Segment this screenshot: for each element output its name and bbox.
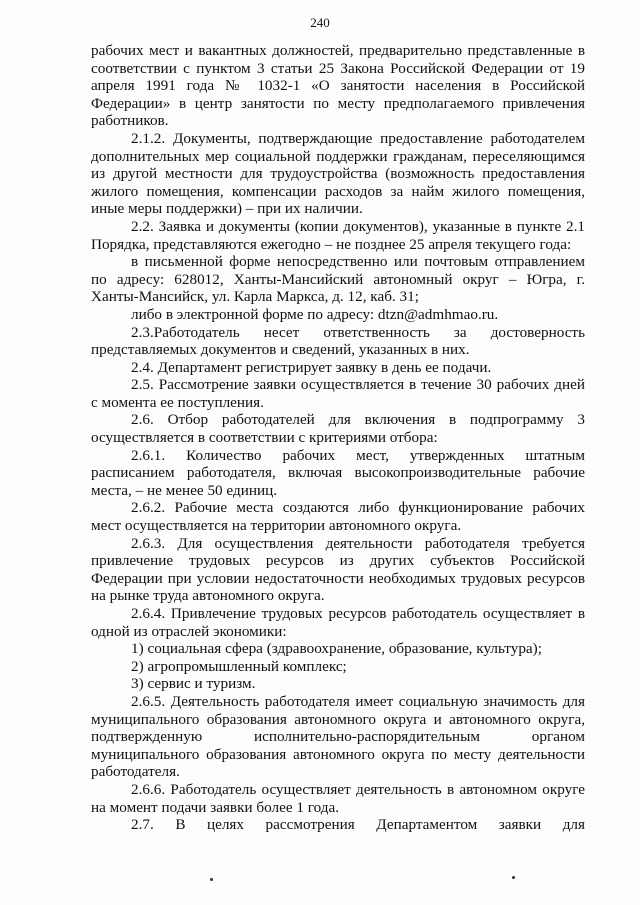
- scan-speck: [210, 878, 213, 881]
- paragraph-2-1-2: 2.1.2. Документы, подтверждающие предоставление работодателем дополнительных мер социальной поддержки гражданам, переселяющимся из другой местности для трудоустройства (возможность предоставления жилого помещения, компенсации расходов за найм жилого помещения, иные меры поддержки) – при их наличии.: [91, 129, 585, 218]
- list-item-1: 1) социальная сфера (здравоохранение, образование, культура);: [131, 640, 542, 658]
- paragraph-2-4: 2.4. Департамент регистрирует заявку в день ее подачи.: [131, 358, 492, 376]
- page-number: 240: [310, 15, 330, 30]
- paragraph-2-3: 2.3.Работодатель несет ответственность за достоверность представляемых документов и сведений, указанных в них.: [91, 323, 585, 359]
- document-body: [91, 42, 585, 834]
- list-item-2: 2) агропромышленный комплекс;: [131, 657, 347, 675]
- paragraph-2-6: 2.6. Отбор работодателей для включения в подпрограмму 3 осуществляется в соответствии с критериями отбора:: [91, 411, 585, 447]
- paragraph-2-6-1: 2.6.1. Количество рабочих мест, утвержденных штатным расписанием работодателя, включая высокопроизводительные рабочие места, – не менее 50 единиц.: [91, 446, 585, 499]
- paragraph-address-written: в письменной форме непосредственно или почтовым отправлением по адресу: 628012, Ханты-Мансийский автономный округ – Югра, г. Ханты-Мансийск, ул. Карла Маркса, д. 12, каб. 31;: [91, 253, 585, 306]
- paragraph-continuation: рабочих мест и вакантных должностей, предварительно представленные в соответствии с пунктом 3 статьи 25 Закона Российской Федерации от 19 апреля 1991 года № 1032-1 «О занятости населения в Российской Федерации» в центр занятости по месту предполагаемого привлечения работников.: [91, 42, 585, 130]
- paragraph-2-6-3: 2.6.3. Для осуществления деятельности работодателя требуется привлечение трудовых ресурсов из других субъектов Российской Федерации при условии недостаточности необходимых трудовых ресурсов на рынке труда автономного округа.: [91, 534, 585, 605]
- paragraph-2-7: 2.7. В целях рассмотрения Департаментом заявки для: [131, 816, 585, 834]
- paragraph-2-2: 2.2. Заявка и документы (копии документов), указанные в пункте 2.1 Порядка, представляются ежегодно – не позднее 25 апреля текущего года:: [91, 217, 585, 253]
- list-item-3: 3) сервис и туризм.: [131, 675, 256, 693]
- paragraph-address-electronic: либо в электронной форме по адресу: dtzn@admhmao.ru.: [131, 305, 499, 323]
- paragraph-2-5: 2.5. Рассмотрение заявки осуществляется в течение 30 рабочих дней с момента ее поступления.: [91, 376, 585, 411]
- paragraph-2-6-5: 2.6.5. Деятельность работодателя имеет социальную значимость для муниципального образования автономного округа и автономного округа, подтвержденную исполнительно-распорядительным органом муниципального образования автономного округа по месту деятельности работодателя.: [91, 692, 585, 781]
- paragraph-2-6-4: 2.6.4. Привлечение трудовых ресурсов работодатель осуществляет в одной из отраслей экономики:: [91, 605, 585, 640]
- paragraph-2-6-6: 2.6.6. Работодатель осуществляет деятельность в автономном округе на момент подачи заявки более 1 года.: [91, 780, 585, 816]
- paragraph-2-6-2: 2.6.2. Рабочие места создаются либо функционирование рабочих мест осуществляется на территории автономного округа.: [91, 499, 585, 535]
- scan-speck: [512, 876, 515, 879]
